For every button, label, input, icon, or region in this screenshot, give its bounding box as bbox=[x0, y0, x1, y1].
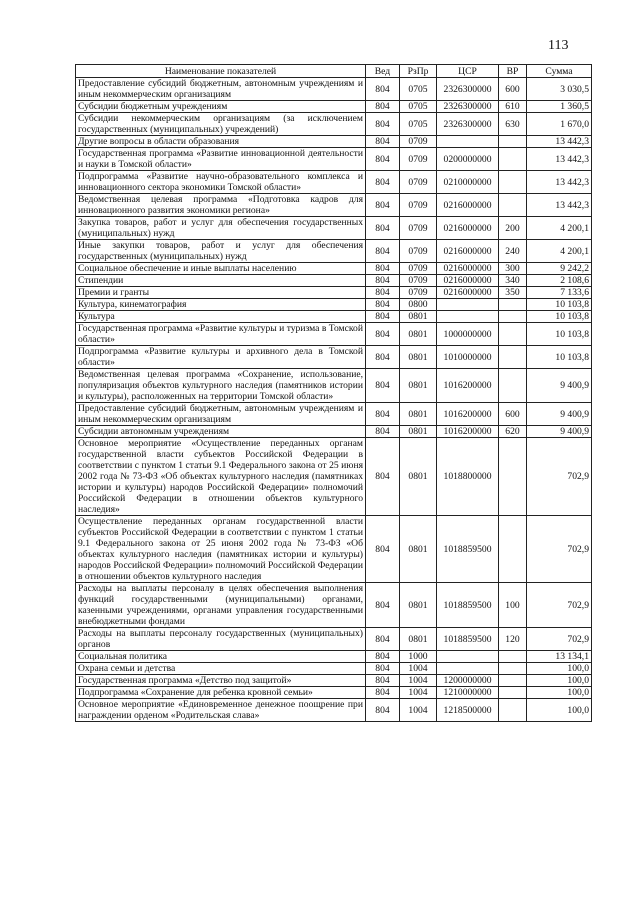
row-vr bbox=[499, 311, 527, 323]
table-row bbox=[76, 438, 592, 516]
row-name: Премии и гранты bbox=[76, 287, 366, 299]
budget-table bbox=[75, 64, 592, 722]
row-csr: 0216000000 bbox=[437, 217, 499, 240]
header-ved: Вед bbox=[366, 65, 400, 78]
page-number: 113 bbox=[548, 38, 569, 53]
row-vr: 120 bbox=[499, 628, 527, 651]
row-name: Государственная программа «Развитие инновационной деятельности и науки в Томской области» bbox=[76, 148, 366, 171]
row-vr: 100 bbox=[499, 583, 527, 628]
row-sum: 1 670,0 bbox=[527, 113, 592, 136]
row-name: Основное мероприятие «Единовременное денежное поощрение при награждении орденом «Родительская слава» bbox=[76, 699, 366, 722]
table-row bbox=[76, 675, 592, 687]
row-ved: 804 bbox=[366, 113, 400, 136]
row-csr: 0216000000 bbox=[437, 240, 499, 263]
row-name: Иные закупки товаров, работ и услуг для обеспечения государственных (муниципальных) нужд bbox=[76, 240, 366, 263]
row-ved: 804 bbox=[366, 675, 400, 687]
row-rzpr: 0801 bbox=[400, 403, 437, 426]
row-name: Подпрограмма «Развитие культуры и архивного дела в Томской области» bbox=[76, 346, 366, 369]
row-rzpr: 0709 bbox=[400, 171, 437, 194]
row-vr: 600 bbox=[499, 78, 527, 101]
table-row bbox=[76, 299, 592, 311]
row-rzpr: 0705 bbox=[400, 101, 437, 113]
row-csr: 1016200000 bbox=[437, 403, 499, 426]
row-vr bbox=[499, 675, 527, 687]
row-csr: 0216000000 bbox=[437, 275, 499, 287]
row-vr bbox=[499, 171, 527, 194]
row-ved: 804 bbox=[366, 240, 400, 263]
row-vr bbox=[499, 323, 527, 346]
table-row bbox=[76, 651, 592, 663]
row-rzpr: 0801 bbox=[400, 369, 437, 403]
row-csr: 0200000000 bbox=[437, 148, 499, 171]
table-row bbox=[76, 287, 592, 299]
row-rzpr: 0801 bbox=[400, 583, 437, 628]
row-rzpr: 0709 bbox=[400, 275, 437, 287]
row-ved: 804 bbox=[366, 403, 400, 426]
row-vr bbox=[499, 299, 527, 311]
row-csr: 2326300000 bbox=[437, 113, 499, 136]
row-name: Субсидии некоммерческим организациям (за исключением государственных (муниципальных) учреждений) bbox=[76, 113, 366, 136]
row-rzpr: 1004 bbox=[400, 687, 437, 699]
row-rzpr: 0705 bbox=[400, 78, 437, 101]
row-csr: 0216000000 bbox=[437, 263, 499, 275]
row-vr bbox=[499, 438, 527, 516]
row-ved: 804 bbox=[366, 311, 400, 323]
row-vr: 340 bbox=[499, 275, 527, 287]
row-ved: 804 bbox=[366, 194, 400, 217]
row-csr: 1200000000 bbox=[437, 675, 499, 687]
row-ved: 804 bbox=[366, 438, 400, 516]
header-sum: Сумма bbox=[527, 65, 592, 78]
table-row bbox=[76, 369, 592, 403]
row-vr bbox=[499, 687, 527, 699]
row-vr: 630 bbox=[499, 113, 527, 136]
header-csr: ЦСР bbox=[437, 65, 499, 78]
table-header-row bbox=[76, 65, 592, 78]
row-csr: 1018800000 bbox=[437, 438, 499, 516]
row-vr: 600 bbox=[499, 403, 527, 426]
row-sum: 13 442,3 bbox=[527, 171, 592, 194]
row-name: Ведомственная целевая программа «Сохранение, использование, популяризация объектов культурного наследия (памятников истории и культуры), расположенных на территории Томской области» bbox=[76, 369, 366, 403]
row-name: Предоставление субсидий бюджетным, автономным учреждениям и иным некоммерческим организациям bbox=[76, 403, 366, 426]
row-vr bbox=[499, 663, 527, 675]
row-ved: 804 bbox=[366, 628, 400, 651]
row-name: Государственная программа «Развитие культуры и туризма в Томской области» bbox=[76, 323, 366, 346]
row-sum: 9 400,9 bbox=[527, 369, 592, 403]
row-rzpr: 1004 bbox=[400, 675, 437, 687]
row-sum: 4 200,1 bbox=[527, 240, 592, 263]
row-sum: 9 400,9 bbox=[527, 426, 592, 438]
row-rzpr: 0709 bbox=[400, 287, 437, 299]
table-row bbox=[76, 516, 592, 583]
row-sum: 10 103,8 bbox=[527, 346, 592, 369]
row-csr bbox=[437, 651, 499, 663]
row-rzpr: 0709 bbox=[400, 217, 437, 240]
row-rzpr: 0801 bbox=[400, 323, 437, 346]
row-sum: 10 103,8 bbox=[527, 299, 592, 311]
row-csr: 1018859500 bbox=[437, 583, 499, 628]
row-csr bbox=[437, 299, 499, 311]
row-rzpr: 0709 bbox=[400, 240, 437, 263]
row-rzpr: 0801 bbox=[400, 628, 437, 651]
row-csr: 2326300000 bbox=[437, 101, 499, 113]
row-sum: 1 360,5 bbox=[527, 101, 592, 113]
row-ved: 804 bbox=[366, 101, 400, 113]
row-name: Культура bbox=[76, 311, 366, 323]
row-vr bbox=[499, 148, 527, 171]
row-rzpr: 0705 bbox=[400, 113, 437, 136]
row-rzpr: 1000 bbox=[400, 651, 437, 663]
row-sum: 702,9 bbox=[527, 583, 592, 628]
row-csr: 1010000000 bbox=[437, 346, 499, 369]
row-sum: 9 242,2 bbox=[527, 263, 592, 275]
row-name: Социальное обеспечение и иные выплаты населению bbox=[76, 263, 366, 275]
row-ved: 804 bbox=[366, 663, 400, 675]
row-csr bbox=[437, 136, 499, 148]
row-csr: 0210000000 bbox=[437, 171, 499, 194]
row-csr: 2326300000 bbox=[437, 78, 499, 101]
row-rzpr: 0801 bbox=[400, 438, 437, 516]
table-row bbox=[76, 687, 592, 699]
row-name: Осуществление переданных органам государственной власти субъектов Российской Федерации в соответствии с пунктом 1 статьи 9.1 Федерального закона от 25 июня 2002 года № 73-ФЗ «Об объектах культурного наследия (памятниках истории и культуры) народов Российской Федерации» полномочий Российской Федерации в отношении объектов культурного наследия bbox=[76, 516, 366, 583]
row-sum: 702,9 bbox=[527, 628, 592, 651]
row-vr: 620 bbox=[499, 426, 527, 438]
row-sum: 7 133,6 bbox=[527, 287, 592, 299]
row-ved: 804 bbox=[366, 78, 400, 101]
row-csr: 1018859500 bbox=[437, 628, 499, 651]
table-row bbox=[76, 663, 592, 675]
row-csr: 1218500000 bbox=[437, 699, 499, 722]
row-ved: 804 bbox=[366, 217, 400, 240]
table-row bbox=[76, 217, 592, 240]
row-vr bbox=[499, 346, 527, 369]
table-row bbox=[76, 275, 592, 287]
header-vr: ВР bbox=[499, 65, 527, 78]
row-ved: 804 bbox=[366, 287, 400, 299]
row-ved: 804 bbox=[366, 687, 400, 699]
row-vr: 300 bbox=[499, 263, 527, 275]
header-rzpr: РзПр bbox=[400, 65, 437, 78]
row-sum: 13 442,3 bbox=[527, 148, 592, 171]
row-csr: 1210000000 bbox=[437, 687, 499, 699]
table-row bbox=[76, 311, 592, 323]
row-sum: 100,0 bbox=[527, 663, 592, 675]
table-row bbox=[76, 323, 592, 346]
row-name: Государственная программа «Детство под защитой» bbox=[76, 675, 366, 687]
row-sum: 4 200,1 bbox=[527, 217, 592, 240]
row-csr bbox=[437, 311, 499, 323]
table-row bbox=[76, 194, 592, 217]
row-rzpr: 1004 bbox=[400, 699, 437, 722]
row-rzpr: 0709 bbox=[400, 263, 437, 275]
row-ved: 804 bbox=[366, 699, 400, 722]
row-name: Охрана семьи и детства bbox=[76, 663, 366, 675]
row-csr: 1016200000 bbox=[437, 426, 499, 438]
row-ved: 804 bbox=[366, 369, 400, 403]
row-name: Социальная политика bbox=[76, 651, 366, 663]
row-name: Субсидии автономным учреждениям bbox=[76, 426, 366, 438]
row-rzpr: 0709 bbox=[400, 136, 437, 148]
row-ved: 804 bbox=[366, 346, 400, 369]
row-vr bbox=[499, 369, 527, 403]
row-sum: 13 442,3 bbox=[527, 136, 592, 148]
row-sum: 9 400,9 bbox=[527, 403, 592, 426]
row-sum: 100,0 bbox=[527, 675, 592, 687]
row-ved: 804 bbox=[366, 299, 400, 311]
header-name: Наименование показателей bbox=[76, 65, 366, 78]
row-name: Основное мероприятие «Осуществление переданных органам государственной власти субъектов Российской Федерации в соответствии с пунктом 1 статьи 9.1 Федерального закона от 25 июня 2002 года № 73-ФЗ «Об объектах культурного наследия (памятниках истории и культуры) народов Российской Федерации» полномочий Российской Федерации в отношении объектов культурного наследия» bbox=[76, 438, 366, 516]
row-vr: 200 bbox=[499, 217, 527, 240]
table-row bbox=[76, 699, 592, 722]
row-rzpr: 0801 bbox=[400, 516, 437, 583]
row-rzpr: 0709 bbox=[400, 148, 437, 171]
table-row bbox=[76, 346, 592, 369]
row-name: Подпрограмма «Сохранение для ребенка кровной семьи» bbox=[76, 687, 366, 699]
table-row bbox=[76, 426, 592, 438]
row-ved: 804 bbox=[366, 171, 400, 194]
table-row bbox=[76, 113, 592, 136]
row-sum: 702,9 bbox=[527, 516, 592, 583]
row-sum: 13 442,3 bbox=[527, 194, 592, 217]
row-rzpr: 1004 bbox=[400, 663, 437, 675]
row-csr: 1016200000 bbox=[437, 369, 499, 403]
table-row bbox=[76, 78, 592, 101]
table-row bbox=[76, 171, 592, 194]
row-vr bbox=[499, 516, 527, 583]
row-vr bbox=[499, 136, 527, 148]
table-row bbox=[76, 240, 592, 263]
row-name: Субсидии бюджетным учреждениям bbox=[76, 101, 366, 113]
table-row bbox=[76, 101, 592, 113]
row-name: Подпрограмма «Развитие научно-образовательного комплекса и инновационного сектора экономики Томской области» bbox=[76, 171, 366, 194]
row-name: Стипендии bbox=[76, 275, 366, 287]
table-row bbox=[76, 583, 592, 628]
table-row bbox=[76, 403, 592, 426]
row-rzpr: 0709 bbox=[400, 194, 437, 217]
row-name: Расходы на выплаты персоналу в целях обеспечения выполнения функций государственными (муниципальными) органами, казенными учреждениями, органами управления государственными внебюджетными фондами bbox=[76, 583, 366, 628]
row-vr: 350 bbox=[499, 287, 527, 299]
row-vr bbox=[499, 699, 527, 722]
row-vr: 610 bbox=[499, 101, 527, 113]
row-sum: 10 103,8 bbox=[527, 323, 592, 346]
row-sum: 10 103,8 bbox=[527, 311, 592, 323]
row-ved: 804 bbox=[366, 516, 400, 583]
table-row bbox=[76, 628, 592, 651]
row-csr: 0216000000 bbox=[437, 287, 499, 299]
row-ved: 804 bbox=[366, 263, 400, 275]
row-sum: 2 108,6 bbox=[527, 275, 592, 287]
row-csr: 1000000000 bbox=[437, 323, 499, 346]
table-row bbox=[76, 263, 592, 275]
row-name: Предоставление субсидий бюджетным, автономным учреждениям и иным некоммерческим организациям bbox=[76, 78, 366, 101]
row-sum: 3 030,5 bbox=[527, 78, 592, 101]
row-ved: 804 bbox=[366, 136, 400, 148]
row-rzpr: 0800 bbox=[400, 299, 437, 311]
row-sum: 100,0 bbox=[527, 687, 592, 699]
row-ved: 804 bbox=[366, 323, 400, 346]
row-sum: 100,0 bbox=[527, 699, 592, 722]
row-csr bbox=[437, 663, 499, 675]
row-ved: 804 bbox=[366, 426, 400, 438]
row-name: Другие вопросы в области образования bbox=[76, 136, 366, 148]
row-ved: 804 bbox=[366, 148, 400, 171]
row-csr: 1018859500 bbox=[437, 516, 499, 583]
row-rzpr: 0801 bbox=[400, 311, 437, 323]
row-name: Культура, кинематография bbox=[76, 299, 366, 311]
row-ved: 804 bbox=[366, 275, 400, 287]
row-rzpr: 0801 bbox=[400, 426, 437, 438]
row-name: Ведомственная целевая программа «Подготовка кадров для инновационного развития экономики региона» bbox=[76, 194, 366, 217]
row-vr bbox=[499, 194, 527, 217]
row-name: Расходы на выплаты персоналу государственных (муниципальных) органов bbox=[76, 628, 366, 651]
row-sum: 13 134,1 bbox=[527, 651, 592, 663]
row-ved: 804 bbox=[366, 651, 400, 663]
row-sum: 702,9 bbox=[527, 438, 592, 516]
row-name: Закупка товаров, работ и услуг для обеспечения государственных (муниципальных) нужд bbox=[76, 217, 366, 240]
row-csr: 0216000000 bbox=[437, 194, 499, 217]
row-vr bbox=[499, 651, 527, 663]
row-ved: 804 bbox=[366, 583, 400, 628]
row-rzpr: 0801 bbox=[400, 346, 437, 369]
table-row bbox=[76, 148, 592, 171]
row-vr: 240 bbox=[499, 240, 527, 263]
table-row bbox=[76, 136, 592, 148]
